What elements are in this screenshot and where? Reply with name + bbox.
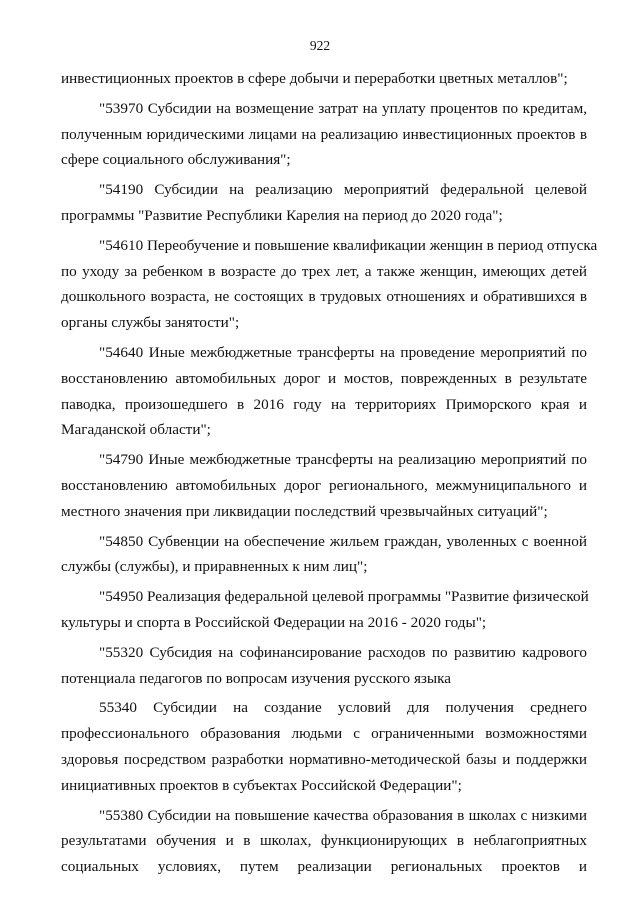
text-line: полученным юридическими лицами на реализацию инвестиционных проектов в [61,125,587,143]
text-line: "54640 Иные межбюджетные трансферты на проведение мероприятий по [99,343,587,361]
document-body [61,66,598,880]
text-line: "54190 Субсидии на реализацию мероприятий федеральной целевой [99,181,587,199]
page-number: 922 [309,38,331,53]
text-line: Магаданской области"; [61,421,211,439]
text-line: по уходу за ребенком в возрасте до трех лет, а также женщин, имеющих детей [61,262,587,280]
text-line: службы (службы), и приравненных к ним лиц"; [61,558,368,576]
text-line: здоровья посредством разработки нормативно-методической базы и поддержки [61,750,587,768]
text-line: социальных условиях, путем реализации региональных проектов и [61,858,587,876]
text-line: "54950 Реализация федеральной целевой программы "Развитие физической [99,588,589,606]
text-line: потенциала педагогов по вопросам изучения русского языка [61,669,452,687]
text-line: "54610 Переобучение и повышение квалификации женщин в период отпуска [99,236,598,254]
text-line: результатами обучения и в школах, функционирующих в неблагоприятных [61,832,587,850]
text-line: "55320 Субсидия на софинансирование расходов по развитию кадрового [99,643,587,661]
text-line: восстановлению автомобильных дорог регионального, межмуниципального и [61,476,587,494]
text-line: "54850 Субвенции на обеспечение жильем граждан, уволенных с военной [99,532,587,550]
text-line: 55340 Субсидии на создание условий для получения среднего [99,699,587,717]
text-line: профессионального образования людьми с ограниченными возможностями [61,725,587,743]
text-line: "54790 Иные межбюджетные трансферты на реализацию мероприятий по [99,451,587,469]
text-line: органы службы занятости"; [61,314,240,332]
text-line: "55380 Субсидии на повышение качества образования в школах с низкими [99,806,587,824]
text-line: инвестиционных проектов в сфере добычи и переработки цветных металлов"; [61,70,568,87]
text-line: местного значения при ликвидации последствий чрезвычайных ситуаций"; [61,502,548,520]
text-line: паводка, произошедшего в 2016 году на территориях Приморского края и [61,395,587,413]
text-line: дошкольного возраста, не состоящих в трудовых отношениях и обратившихся в [61,288,587,306]
text-line: инициативных проектов в субъектах Российской Федерации"; [61,776,462,794]
text-line: сфере социального обслуживания"; [61,151,291,169]
text-line: программы "Развитие Республики Карелия на период до 2020 года"; [61,206,503,224]
text-line: культуры и спорта в Российской Федерации на 2016 - 2020 годы"; [61,613,487,631]
text-line: восстановлению автомобильных дорог и мостов, поврежденных в результате [61,369,587,387]
text-line: "53970 Субсидии на возмещение затрат на уплату процентов по кредитам, [99,99,587,117]
